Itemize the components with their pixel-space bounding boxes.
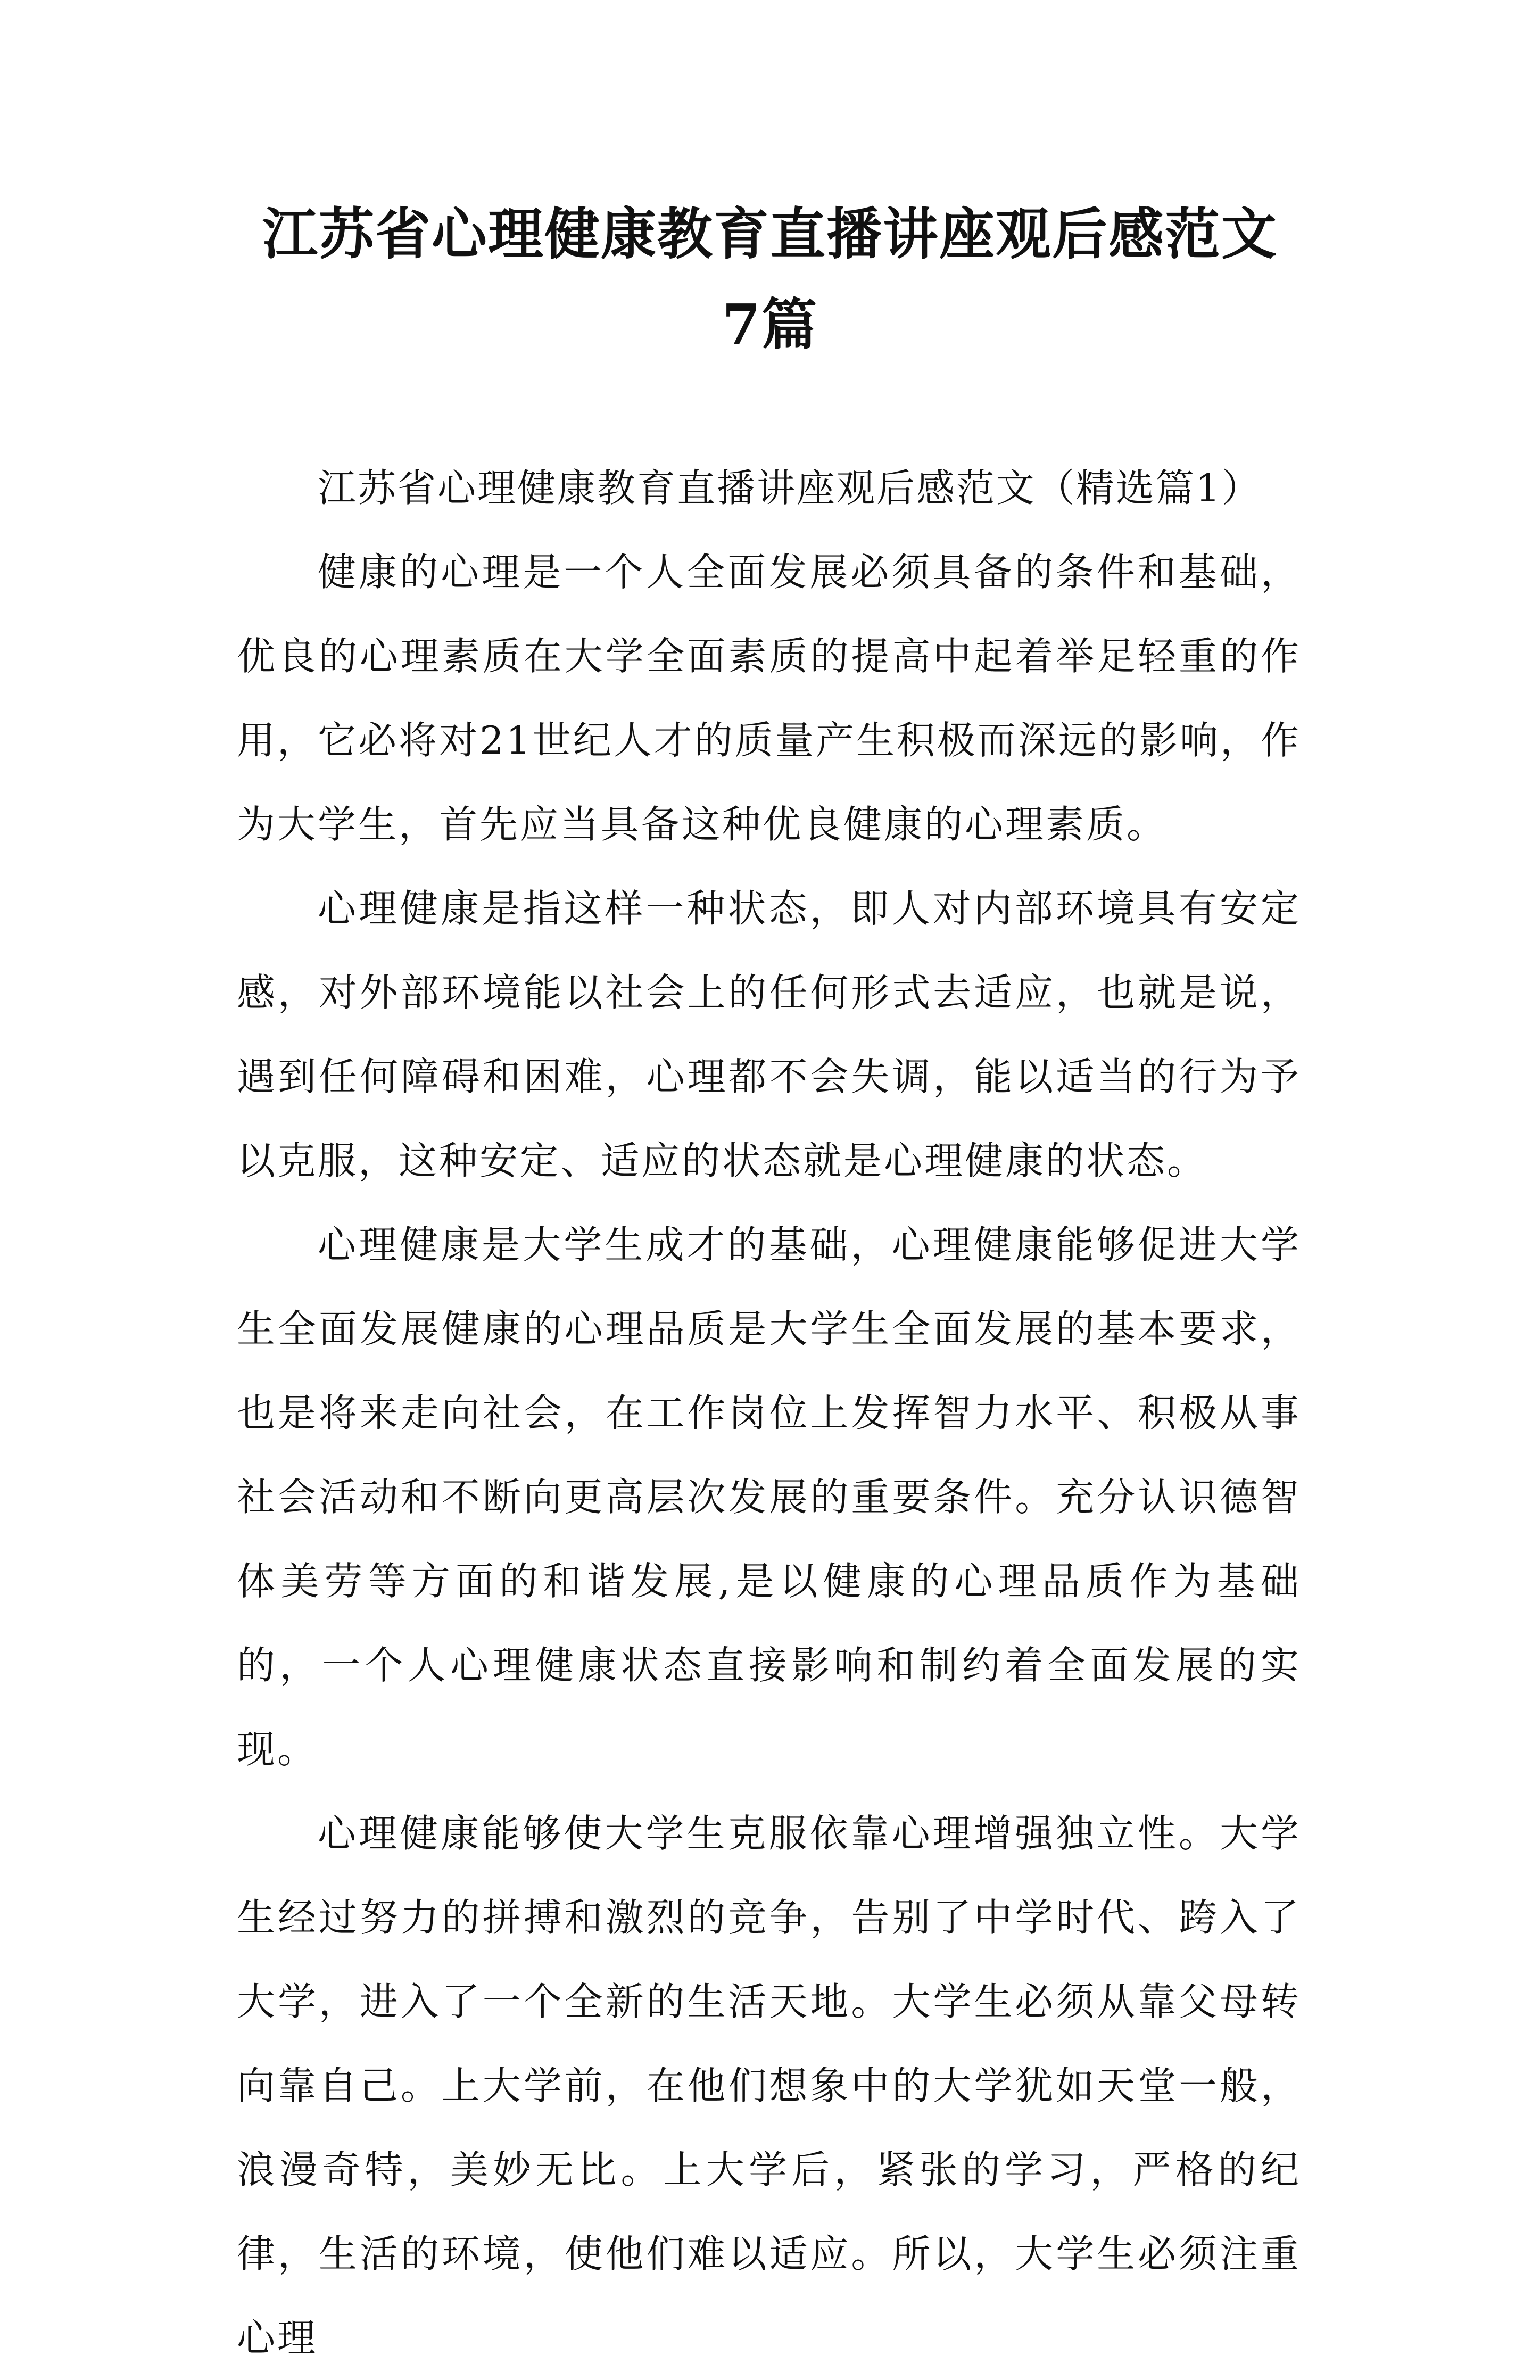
section-heading: 江苏省心理健康教育直播讲座观后感范文（精选篇1）: [318, 466, 1262, 510]
paragraph-4: 心理健康能够使大学生克服依靠心理增强独立性。大学生经过努力的拼搏和激烈的竞争，告别了中学时代、跨入了大学，进入了一个全新的生活天地。大学生必须从靠父母转向靠自己。上大学前，在他们想象中的大学犹如天堂一般，浪漫奇特，美妙无比。上大学后，紧张的学习，严格的纪律，生活的环境，使他们难以适应。所以，大学生必须注重心理: [237, 1811, 1301, 2360]
document-body: [237, 446, 1301, 2380]
paragraph-3: 心理健康是大学生成才的基础，心理健康能够促进大学生全面发展健康的心理品质是大学生全面发展的基本要求，也是将来走向社会，在工作岗位上发挥智力水平、积极从事社会活动和不断向更高层次发展的重要条件。充分认识德智体美劳等方面的和谐发展,是以健康的心理品质作为基础的，一个人心理健康状态直接影响和制约着全面发展的实现。: [237, 1222, 1301, 1772]
title-line-1: 江苏省心理健康教育直播讲座观后感范文: [262, 201, 1278, 267]
paragraph-2: 心理健康是指这样一种状态，即人对内部环境具有安定感，对外部环境能以社会上的任何形式去适应，也就是说，遇到任何障碍和困难，心理都不会失调，能以适当的行为予以克服，这种安定、适应的状态就是心理健康的状态。: [237, 886, 1301, 1183]
title-line-2: 7篇: [722, 292, 818, 357]
document-title: [181, 189, 1359, 370]
paragraph-1: 健康的心理是一个人全面发展必须具备的条件和基础，优良的心理素质在大学全面素质的提高中起着举足轻重的作用，它必将对21世纪人才的质量产生积极而深远的影响，作为大学生，首先应当具备这种优良健康的心理素质。: [237, 550, 1301, 847]
